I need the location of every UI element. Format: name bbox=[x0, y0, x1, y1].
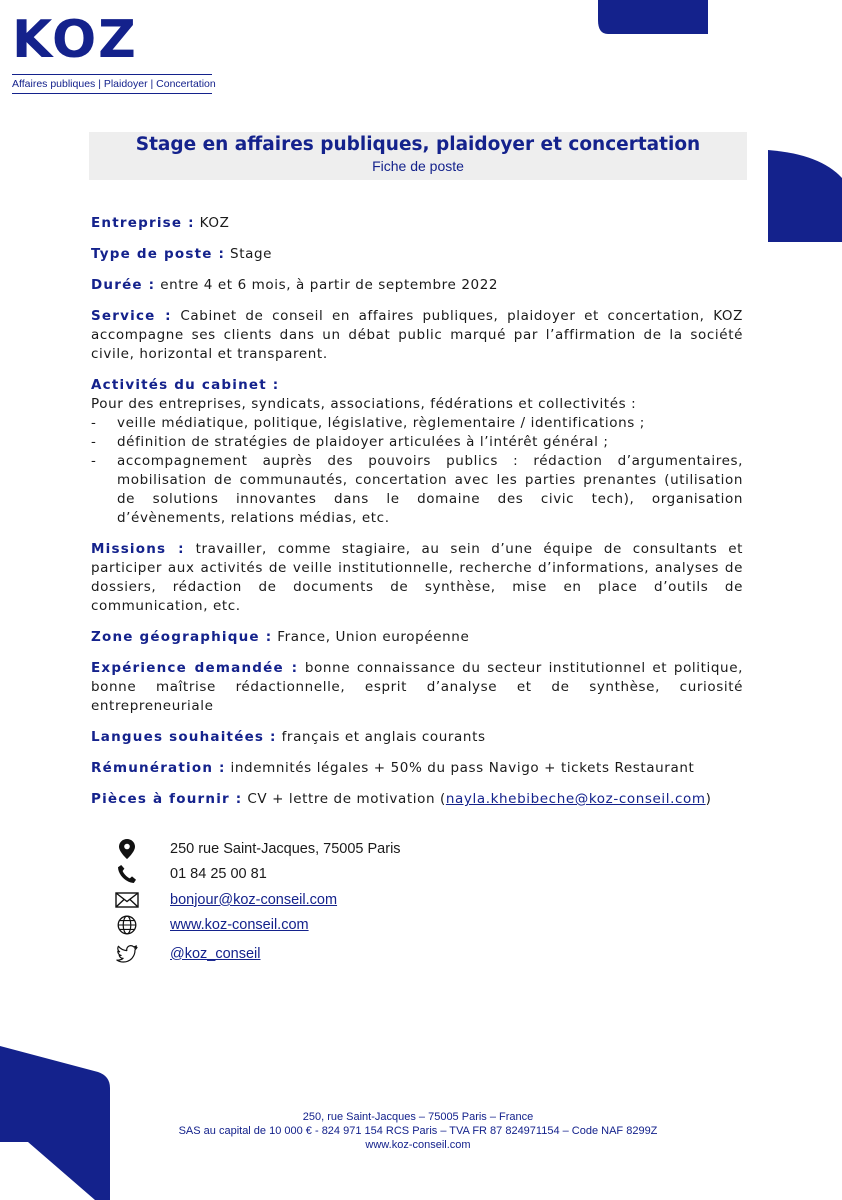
field-value: français et anglais courants bbox=[281, 729, 486, 745]
contact-email-row bbox=[114, 887, 534, 913]
field-label: Service : bbox=[91, 308, 172, 324]
phone-icon bbox=[114, 863, 140, 885]
field-value-close: ) bbox=[705, 791, 712, 807]
contact-address: 250 rue Saint-Jacques, 75005 Paris bbox=[170, 840, 401, 857]
field-label: Pièces à fournir : bbox=[91, 791, 243, 807]
field-value: CV + lettre de motivation ( bbox=[247, 791, 446, 807]
map-pin-icon bbox=[114, 838, 140, 860]
field-zone bbox=[91, 628, 743, 647]
field-label: Activités du cabinet : bbox=[91, 377, 280, 393]
field-entreprise bbox=[91, 214, 743, 233]
globe-icon bbox=[114, 914, 140, 936]
logo-tagline: Affaires publiques | Plaidoyer | Concertation bbox=[12, 78, 216, 90]
field-value: Stage bbox=[230, 246, 273, 262]
title-box bbox=[89, 132, 747, 180]
field-value: France, Union européenne bbox=[277, 629, 470, 645]
twitter-icon bbox=[114, 943, 140, 965]
bottom-left-decor-shape bbox=[0, 1046, 110, 1200]
page-title: Stage en affaires publiques, plaidoyer et concertation bbox=[135, 134, 701, 155]
list-item: - définition de stratégies de plaidoyer articulées à l’intérêt général ; bbox=[91, 433, 743, 452]
top-right-decor-shape bbox=[598, 0, 708, 34]
logo-wordmark: KOZ bbox=[12, 10, 138, 70]
activites-list bbox=[91, 414, 743, 528]
field-label: Zone géographique : bbox=[91, 629, 273, 645]
field-label: Entreprise : bbox=[91, 215, 195, 231]
field-label: Rémunération : bbox=[91, 760, 226, 776]
field-label: Expérience demandée : bbox=[91, 660, 299, 676]
footer-address: 250, rue Saint-Jacques – 75005 Paris – France bbox=[302, 1111, 534, 1123]
logo-bottom-rule bbox=[12, 93, 212, 94]
activites-intro: Pour des entreprises, syndicats, associations, fédérations et collectivités : bbox=[91, 396, 637, 412]
koz-logo bbox=[12, 12, 217, 94]
logo-top-rule bbox=[12, 74, 212, 75]
footer-website: www.koz-conseil.com bbox=[365, 1139, 471, 1151]
contact-phone: 01 84 25 00 81 bbox=[170, 866, 267, 883]
field-service bbox=[91, 307, 743, 364]
field-value: Cabinet de conseil en affaires publiques, plaidoyer et concertation, KOZ accompagne ses clients dans un débat public marqué par l’affirmation de la société civile, horizontal et transparent. bbox=[91, 308, 743, 362]
list-item: - veille médiatique, politique, législative, règlementaire / identifications ; bbox=[91, 414, 743, 433]
contact-website-row bbox=[114, 913, 534, 939]
field-missions bbox=[91, 540, 743, 616]
contact-block bbox=[114, 836, 534, 967]
contact-website-link[interactable]: www.koz-conseil.com bbox=[170, 917, 309, 934]
field-value: KOZ bbox=[199, 215, 230, 231]
field-value: indemnités légales + 50% du pass Navigo + tickets Restaurant bbox=[230, 760, 695, 776]
application-email-link[interactable]: nayla.khebibeche@koz-conseil.com bbox=[445, 791, 706, 807]
page-subtitle: Fiche de poste bbox=[372, 158, 464, 174]
mail-icon bbox=[114, 889, 140, 911]
contact-phone-row bbox=[114, 862, 534, 888]
page-footer bbox=[120, 1110, 716, 1152]
contact-twitter-link[interactable]: @koz_conseil bbox=[170, 945, 261, 962]
field-duree bbox=[91, 276, 743, 295]
field-value: travailler, comme stagiaire, au sein d’une équipe de consultants et participer aux activités de veille institutionnelle, recherche d’informations, analyses de dossiers, rédaction de documents de synthèse, mise en place d’outils de communication, etc. bbox=[91, 541, 743, 614]
field-label: Type de poste : bbox=[91, 246, 226, 262]
field-remuneration bbox=[91, 759, 743, 778]
list-item: - accompagnement auprès des pouvoirs publics : rédaction d’argumentaires, mobilisation de communautés, concertation avec les parties prenantes (utilisation de solutions innovantes dans le domaine des civic tech), organisation d’évènements, relations médias, etc. bbox=[91, 452, 743, 528]
field-experience bbox=[91, 659, 743, 716]
right-edge-decor-shape bbox=[768, 150, 842, 242]
field-pieces bbox=[91, 790, 743, 809]
field-value: bonne connaissance du secteur institutionnel et politique, bonne maîtrise rédactionnelle, esprit d’analyse et de synthèse, curiosité entrepreneuriale bbox=[91, 660, 743, 714]
contact-email-link[interactable]: bonjour@koz-conseil.com bbox=[170, 891, 338, 908]
job-description bbox=[91, 214, 743, 821]
contact-address-row bbox=[114, 836, 534, 862]
footer-legal: SAS au capital de 10 000 € - 824 971 154 RCS Paris – TVA FR 87 824971154 – Code NAF 8299Z bbox=[178, 1125, 658, 1137]
field-value: entre 4 et 6 mois, à partir de septembre 2022 bbox=[160, 277, 499, 293]
field-label: Durée : bbox=[91, 277, 156, 293]
field-langues bbox=[91, 728, 743, 747]
field-label: Langues souhaitées : bbox=[91, 729, 277, 745]
field-activites bbox=[91, 376, 743, 528]
contact-twitter-row bbox=[114, 941, 534, 967]
field-label: Missions : bbox=[91, 541, 185, 557]
field-type bbox=[91, 245, 743, 264]
